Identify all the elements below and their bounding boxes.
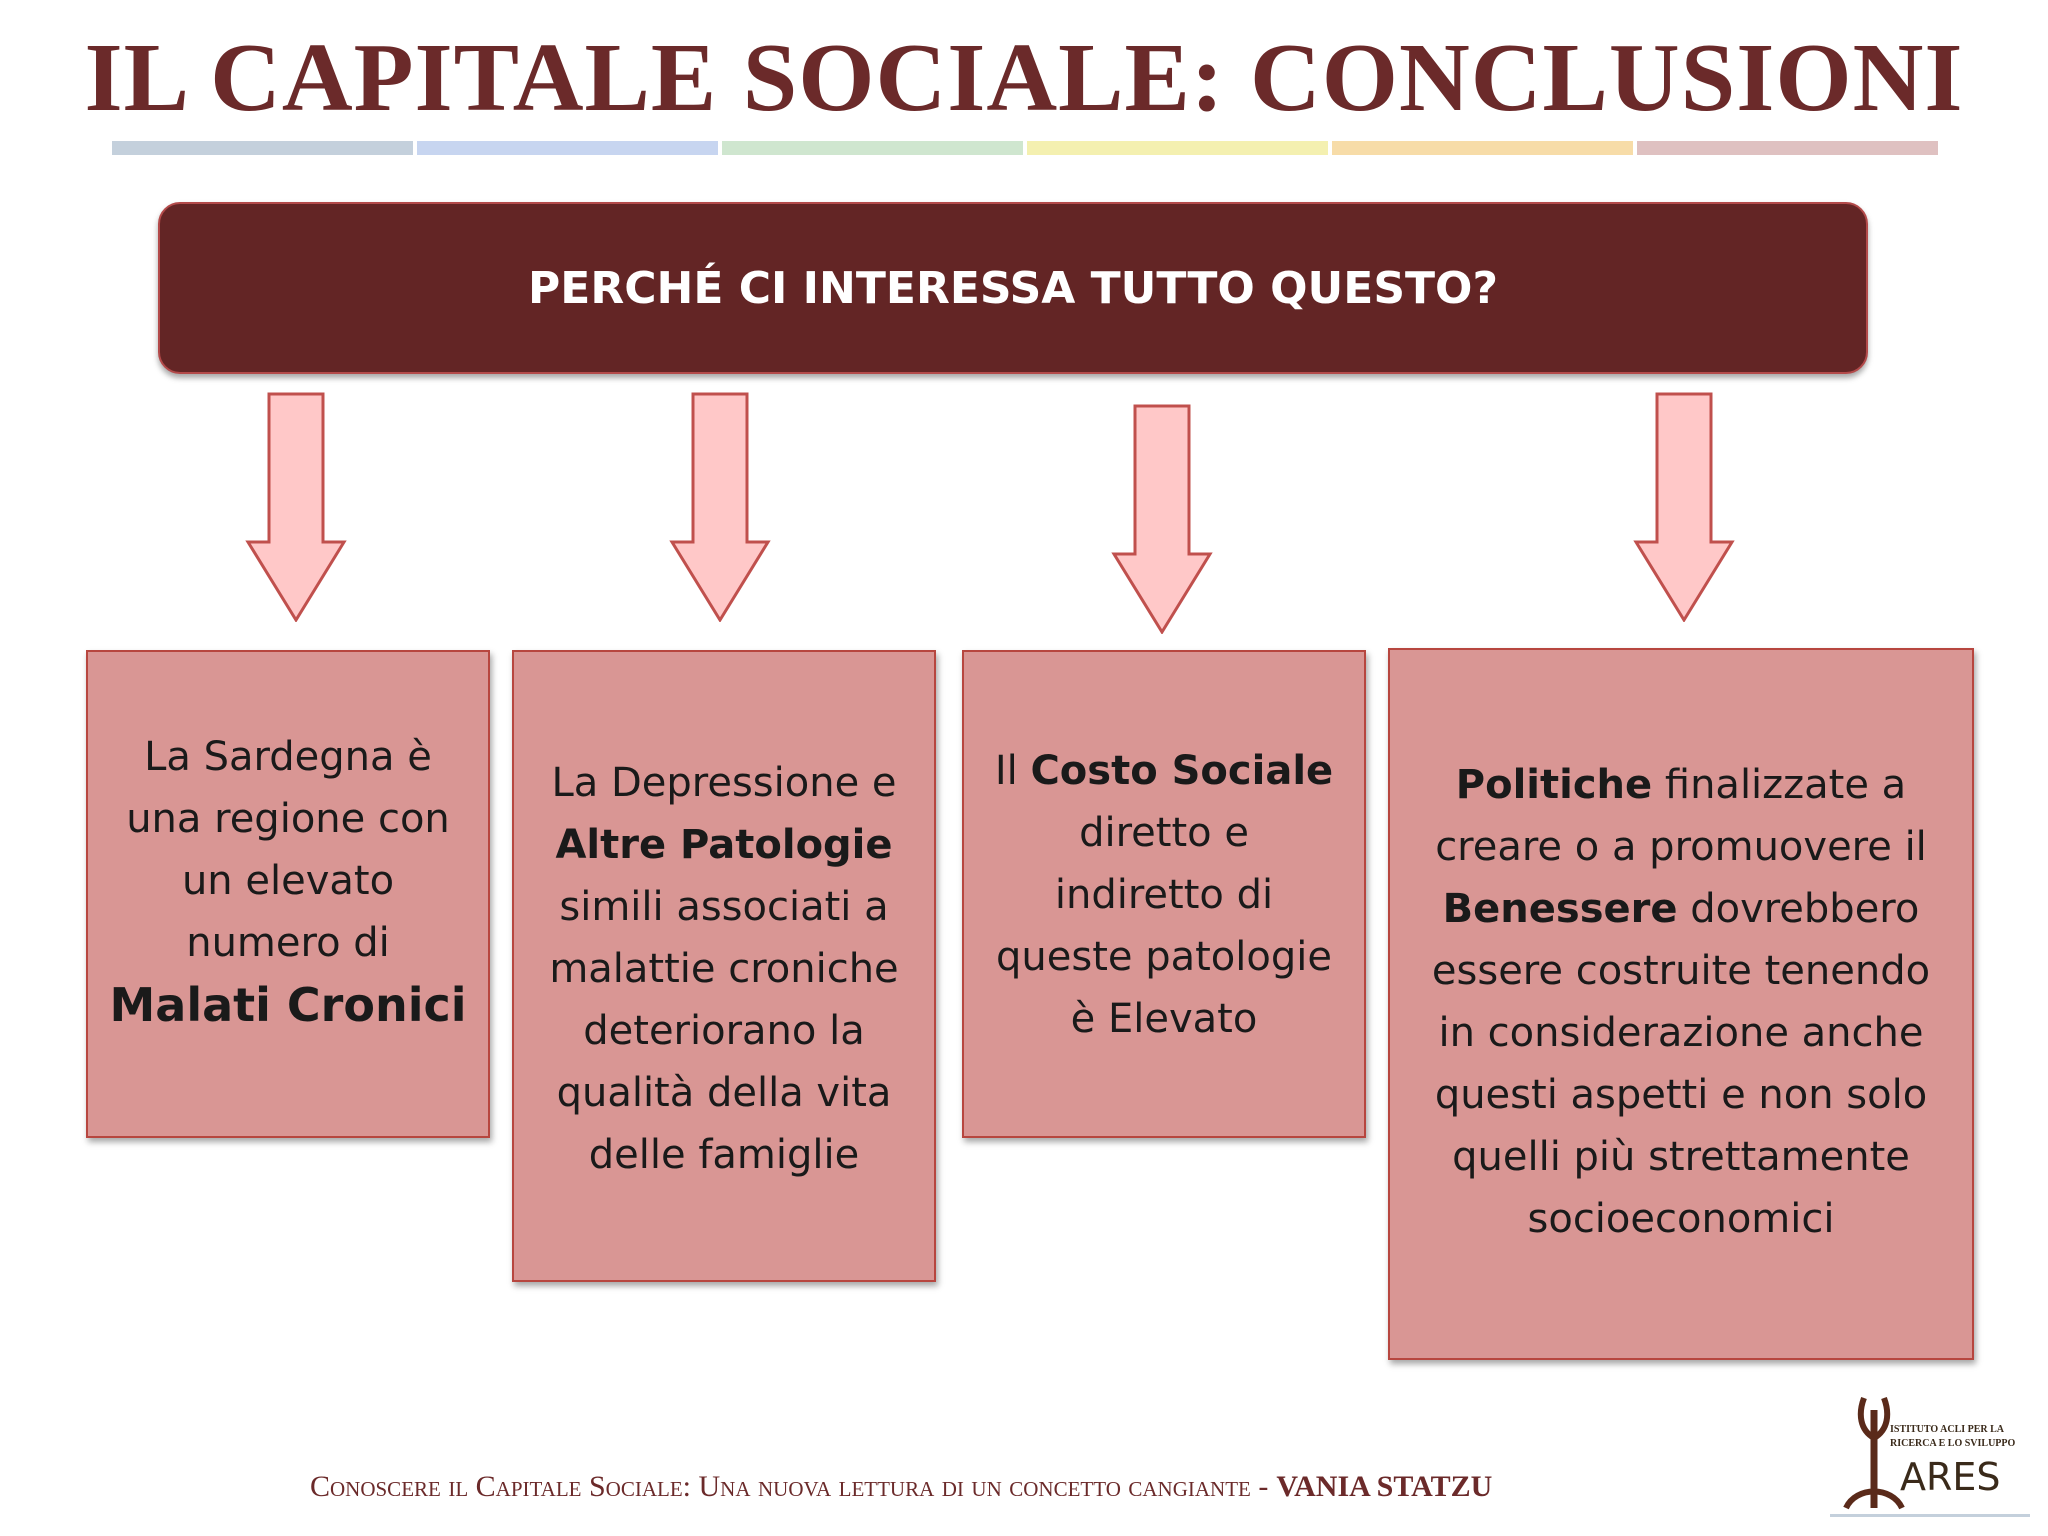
text-segment: qualità della vita [556, 1070, 892, 1116]
text-segment: indiretto di [1054, 872, 1274, 918]
box-line [583, 1000, 864, 1062]
box-line [1071, 988, 1258, 1050]
box-line [1443, 878, 1920, 940]
text-segment: essere costruite tenendo [1431, 948, 1931, 994]
bold-text: Altre Patologie [555, 822, 893, 868]
box-line [1435, 816, 1927, 878]
bold-text: Malati Cronici [109, 977, 467, 1032]
box-line [144, 726, 432, 788]
box-line [1079, 802, 1249, 864]
text-segment: socioeconomici [1527, 1196, 1835, 1242]
text-segment: simili associati a [559, 884, 889, 930]
text-segment: malattie croniche [549, 946, 899, 992]
box-line [1432, 940, 1930, 1002]
box-line [1452, 1126, 1910, 1188]
bold-text: Benessere [1442, 886, 1678, 932]
text-segment: in considerazione anche [1438, 1010, 1924, 1056]
text-segment: queste patologie [996, 934, 1332, 980]
down-arrow-icon [244, 392, 348, 622]
text-segment: un elevato [181, 857, 395, 904]
box-line [1439, 1002, 1924, 1064]
down-arrow-icon [668, 392, 772, 622]
rule-segment [417, 141, 718, 155]
text-segment: Il [994, 748, 1031, 794]
logo-line1: ISTITUTO ACLI PER LA [1890, 1424, 2005, 1435]
text-segment: numero di [186, 919, 390, 966]
box-line [186, 912, 390, 974]
box-line [557, 1062, 892, 1124]
text-segment: finalizzate a [1652, 762, 1907, 808]
box-line [996, 926, 1332, 988]
page-title: IL CAPITALE SOCIALE: CONCLUSIONI [84, 24, 1964, 132]
box-line [995, 740, 1333, 802]
logo-name: ARES [1900, 1455, 2001, 1499]
text-segment: La Depressione e [551, 760, 897, 806]
box-line [555, 814, 892, 876]
text-segment: delle famiglie [588, 1132, 860, 1178]
text-segment: è Elevato [1070, 996, 1258, 1042]
conclusion-box-social-cost [962, 650, 1366, 1138]
text-segment: creare o a promuovere il [1435, 824, 1927, 870]
box-line [1456, 754, 1906, 816]
logo-line2: RICERCA E LO SVILUPPO [1890, 1438, 2016, 1449]
rule-segment [722, 141, 1023, 155]
box-line [1435, 1064, 1927, 1126]
box-line [549, 938, 898, 1000]
text-segment: deteriorano la [583, 1008, 865, 1054]
box-line [182, 850, 394, 912]
question-box [158, 202, 1868, 374]
box-line [1055, 864, 1273, 926]
text-segment: questi aspetti e non solo [1434, 1072, 1928, 1118]
rule-segment [1637, 141, 1938, 155]
color-rule [112, 141, 1938, 155]
footer-author: VANIA STATZU [1276, 1470, 1493, 1503]
question-text: PERCHÉ CI INTERESSA TUTTO QUESTO? [528, 262, 1498, 314]
rule-segment [1332, 141, 1633, 155]
box-line [1528, 1188, 1835, 1250]
text-segment: una regione con [126, 795, 450, 842]
conclusion-box-policies [1388, 648, 1974, 1360]
box-line [559, 876, 888, 938]
bold-text: Politiche [1455, 762, 1653, 808]
conclusion-box-depression [512, 650, 936, 1282]
text-segment: dovrebbero [1677, 886, 1920, 932]
rule-segment [112, 141, 413, 155]
footer-text: Conoscere il Capitale Sociale: Una nuova lettura di un concetto cangiante - [310, 1470, 1269, 1503]
down-arrow-icon [1632, 392, 1736, 622]
box-line [126, 788, 450, 850]
rule-segment [1027, 141, 1328, 155]
box-line [110, 974, 467, 1039]
box-line [589, 1124, 859, 1186]
box-line [551, 752, 896, 814]
ares-logo-icon [1826, 1390, 2032, 1520]
text-segment: quelli più strettamente [1452, 1134, 1910, 1180]
down-arrow-icon [1110, 404, 1214, 634]
text-segment: La Sardegna è [144, 733, 432, 780]
footer-credit [310, 1470, 1492, 1504]
bold-text: Costo Sociale [1030, 748, 1334, 794]
text-segment: diretto e [1079, 810, 1249, 856]
conclusion-box-chronic-patients [86, 650, 490, 1138]
